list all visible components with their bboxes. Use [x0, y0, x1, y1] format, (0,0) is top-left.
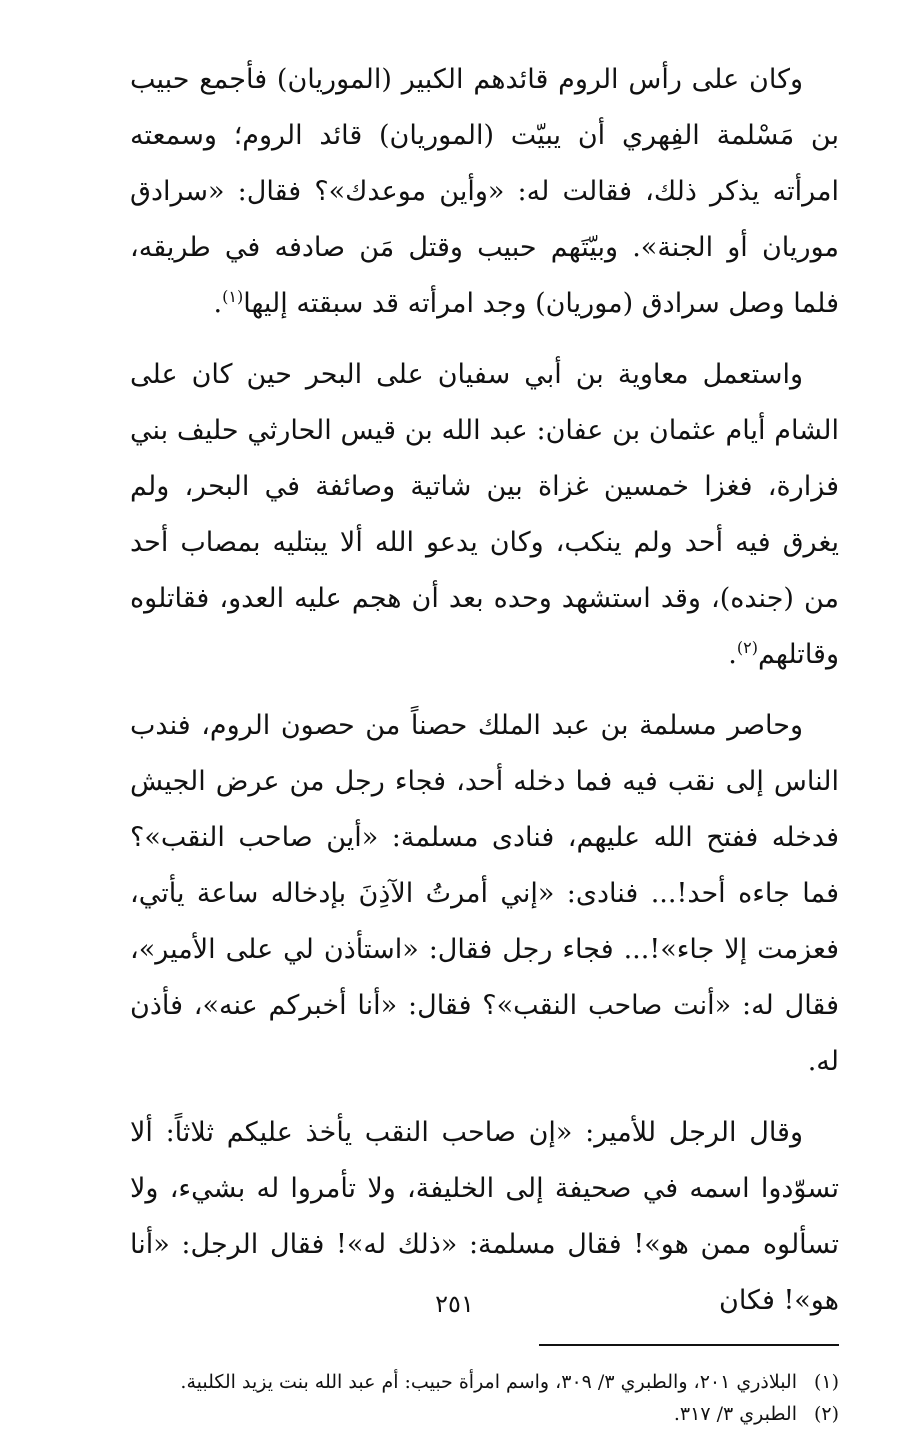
footnote-2	[130, 1398, 839, 1430]
footnote-1	[130, 1366, 839, 1398]
paragraph-4: وقال الرجل للأمير: «إن صاحب النقب يأخذ عليكم ثلاثاً: ألا تسوّدوا اسمه في صحيفة إلى الخليفة، ولا تأمروا له بشيء، ولا تسألوه ممن هو»! فقال مسلمة: «ذلك له»! فقال الرجل: «أنا هو»! فكان	[130, 1117, 839, 1316]
footnote-divider	[539, 1344, 839, 1346]
footnote-text: الطبري ٣/ ٣١٧.	[673, 1403, 797, 1425]
footnote-ref-2[interactable]: (٢)	[736, 638, 758, 657]
paragraph-1: وكان على رأس الروم قائدهم الكبير (الموريان) فأجمع حبيب بن مَسْلمة الفِهري أن يبيّت (الموريان) قائد الروم؛ وسمعته امرأته يذكر ذلك، فقالت له: «وأين موعدك»؟ فقال: «سرادق موريان أو الجنة». وبيّتَهم حبيب وقتل مَن صادفه في طريقه، فلما وصل سرادق (موريان) وجد امرأته قد سبقته إليها$^{(١)}$.	[130, 64, 839, 319]
footnote-number: (١)	[813, 1371, 839, 1393]
footnotes	[130, 1366, 839, 1430]
footnote-text: البلاذري ٢٠١، والطبري ٣/ ٣٠٩، واسم امرأة حبيب: أم عبد الله بنت يزيد الكلبية.	[180, 1371, 797, 1393]
paragraph-2: واستعمل معاوية بن أبي سفيان على البحر حين كان على الشام أيام عثمان بن عفان: عبد الله بن قيس الحارثي حليف بني فزارة، فغزا خمسين غزاة بين شاتية وصائفة في البحر، ولم يغرق فيه أحد ولم ينكب، وكان يدعو الله ألا يبتليه بمصاب أحد من (جنده)، وقد استشهد وحده بعد أن هجم عليه العدو، فقاتلوه وقاتلهم$^{(٢)}$.	[130, 359, 839, 670]
footnote-ref-1[interactable]: (١)	[222, 287, 244, 306]
page-number: ٢٥١	[435, 1290, 474, 1318]
paragraph-3: وحاصر مسلمة بن عبد الملك حصناً من حصون الروم، فندب الناس إلى نقب فيه فما دخله أحد، فجاء رجل من عرض الجيش فدخله ففتح الله عليهم، فنادى مسلمة: «أين صاحب النقب»؟ فما جاءه أحد!... فنادى: «إني أمرتُ الآذِنَ بإدخاله ساعة يأتي، فعزمت إلا جاء»!... فجاء رجل فقال: «استأذن لي على الأمير»، فقال له: «أنت صاحب النقب»؟ فقال: «أنا أخبركم عنه»، فأذن له.	[130, 710, 839, 1077]
footnote-number: (٢)	[813, 1403, 839, 1425]
